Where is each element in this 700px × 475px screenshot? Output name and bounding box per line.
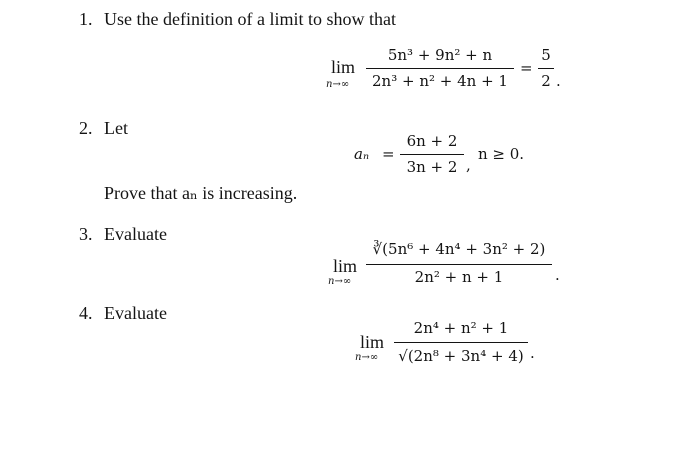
- problem-4-number: 4.: [79, 303, 93, 323]
- problem-3-text: Evaluate: [104, 224, 167, 244]
- problem-4-trail: .: [530, 344, 535, 362]
- problem-2-lhs: aₙ: [354, 145, 370, 163]
- problem-3-trail: .: [555, 266, 560, 284]
- problem-4-text: Evaluate: [104, 303, 167, 323]
- problem-4-lim: lim: [360, 332, 385, 352]
- problem-1-numerator: 5n³ + 9n² + n: [387, 46, 493, 64]
- problem-1-rhs-numerator: 5: [541, 46, 551, 64]
- problem-2-trail: ,: [466, 156, 471, 174]
- problem-3-number: 3.: [79, 224, 93, 244]
- problem-3-lim: lim: [333, 256, 358, 276]
- problem-2-condition: n ≥ 0.: [478, 145, 525, 163]
- problem-1-rhs-fraction-bar: [538, 68, 554, 69]
- problem-1-denominator: 2n³ + n² + 4n + 1: [372, 72, 508, 90]
- problem-1-trail: .: [556, 72, 561, 90]
- problem-2-fraction-bar: [400, 154, 464, 155]
- problem-2-prove: Prove that aₙ is increasing.: [104, 183, 298, 203]
- problem-1-lim: lim: [331, 57, 356, 77]
- problem-2-denominator: 3n + 2: [406, 158, 458, 176]
- problem-2-number: 2.: [79, 118, 93, 138]
- problem-2-equals: =: [382, 145, 395, 163]
- problem-4-lim-sub: n→∞: [355, 352, 379, 363]
- problem-4-numerator: 2n⁴ + n² + 1: [413, 319, 509, 337]
- problem-3-fraction-bar: [366, 264, 552, 265]
- problem-2-text: Let: [104, 118, 128, 138]
- problem-1-text: Use the definition of a limit to show that: [104, 9, 396, 29]
- problem-3-numerator: ∛(5n⁶ + 4n⁴ + 3n² + 2): [372, 240, 546, 258]
- problem-3-denominator: 2n² + n + 1: [414, 268, 504, 286]
- problem-1-rhs-denominator: 2: [541, 72, 551, 90]
- problem-3-lim-sub: n→∞: [328, 276, 352, 287]
- problem-1-lim-sub: n→∞: [326, 79, 350, 90]
- problem-1-number: 1.: [79, 9, 93, 29]
- problem-1-fraction-bar: [366, 68, 514, 69]
- problem-4-denominator: √(2n⁸ + 3n⁴ + 4): [398, 347, 524, 365]
- problem-1-equals: =: [520, 59, 533, 77]
- problem-2-numerator: 6n + 2: [406, 132, 458, 150]
- problem-4-fraction-bar: [394, 342, 528, 343]
